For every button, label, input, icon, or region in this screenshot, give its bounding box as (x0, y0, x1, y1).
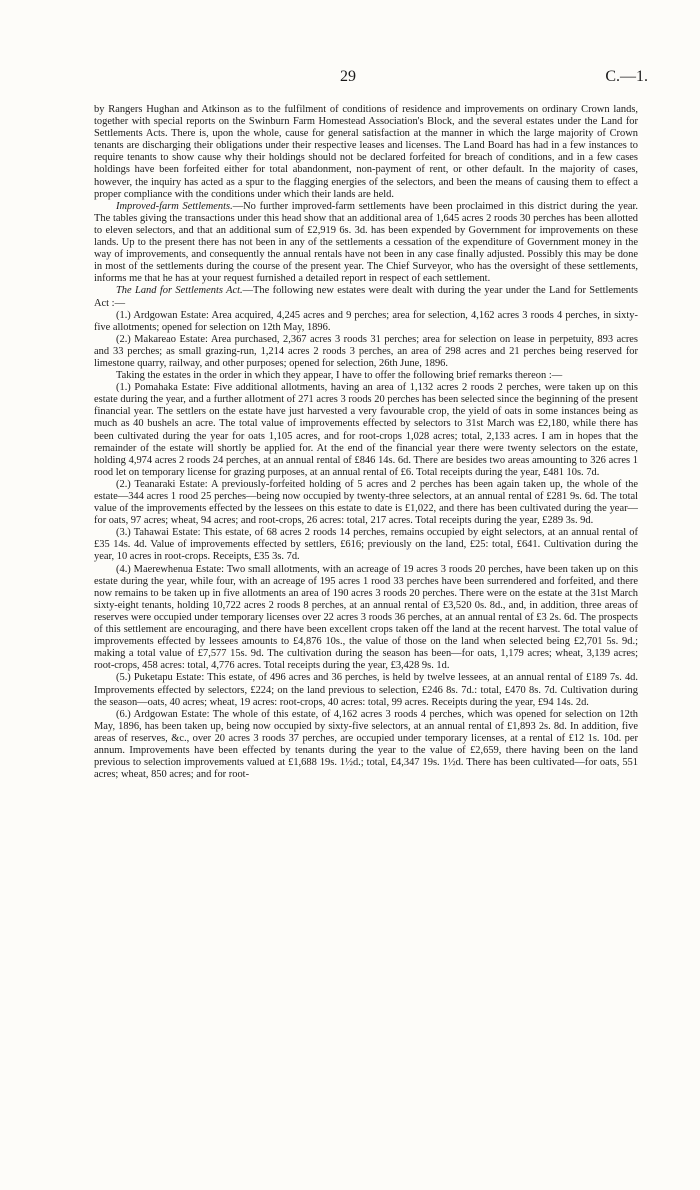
paragraph: by Rangers Hughan and Atkinson as to the fulfilment of conditions of residence and improvements on ordinary Crown lands, together with special reports on the Swinburn Farm Homestead Association's Block, and the several estates under the Land for Settlements Acts. There is, upon the whole, cause for general satisfaction at the manner in which the large majority of Crown tenants are discharging their obligations under their respective leases and licenses. The Land Board has had in a few instances to require tenants to show cause why their holdings should not be declared forfeited for breach of conditions, and in a few cases holdings have been forfeited either for total abandonment, non-payment of rent, or other default. In the majority of cases, however, the inquiry has acted as a spur to the flagging energies of the selectors, and been the means of causing them to effect a proper compliance with the conditions under which their lands are held. (94, 104, 638, 200)
report-body (94, 104, 638, 781)
paragraph: (3.) Tahawai Estate: This estate, of 68 acres 2 roods 14 perches, remains occupied by eight selectors, at an annual rental of £35 14s. 4d. Value of improvements effected by settlers, £616; previously on the land, £25: total, £641. Cultivation during the year, 10 acres in root-crops. Receipts, £35 3s. 7d. (94, 527, 638, 563)
paragraph: (5.) Puketapu Estate: This estate, of 496 acres and 36 perches, is held by twelve lessees, at an annual rental of £189 7s. 4d. Improvements effected by selectors, £224; on the land previous to selection, £246 8s. 7d.: total, £470 8s. 7d. Cultivation during the season—oats, 40 acres; wheat, 19 acres: root-crops, 40 acres: total, 99 acres. Receipts during the year, £94 14s. 2d. (94, 672, 638, 708)
document-code: C.—1. (605, 68, 648, 85)
paragraph: Taking the estates in the order in which they appear, I have to offer the following brief remarks thereon :— (116, 370, 563, 382)
section-heading: The Land for Settlements Act. (116, 285, 243, 297)
section-heading: Improved-farm Settlements. (116, 200, 233, 212)
paragraph: (2.) Teanaraki Estate: A previously-forfeited holding of 5 acres and 2 perches has been again taken up, the whole of the estate—344 acres 1 rood 25 perches—being now occupied by twenty-three selectors, at an annual rental of £281 9s. 6d. The total value of the improvements effected by the lessees on this estate to date is £1,022, and there has been cultivated during the year—for oats, 97 acres; wheat, 94 acres; and root-crops, 26 acres: total, 217 acres. Total receipts during the year, £289 3s. 9d. (94, 478, 638, 527)
paragraph: (1.) Pomahaka Estate: Five additional allotments, having an area of 1,132 acres 2 roods 2 perches, were taken up on this estate during the year, and a further allotment of 271 acres 3 roods 20 perches has been selected since the beginning of the present financial year. The settlers on the estate have just harvested a very favourable crop, the yield of oats in some instances being as much as 40 bushels an acre. The total value of improvements effected by selectors to 31st March was £2,180, while there has been cultivated during the year for oats 1,105 acres, and for root-crops 1,028 acres; total, 2,133 acres. I am in hopes that the remainder of the estate will shortly be applied for. At the end of the financial year there were twenty selectors on the estate, holding 4,974 acres 2 roods 24 perches, at an annual rental of £846 14s. 6d. There are besides two areas amounting to 326 acres 1 rood let on temporary license for grazing purposes, at an annual rental of £6. Total receipts during the year, £481 10s. 7d. (94, 382, 638, 478)
paragraph: (4.) Maerewhenua Estate: Two small allotments, with an acreage of 19 acres 3 roods 20 perches, have been taken up on this estate during the year, while four, with an acreage of 195 acres 1 rood 33 perches have been surrendered and forfeited, and there now remains to be taken up in five allotments an area of 190 acres 3 roods 20 perches. There were on the estate at the 31st March sixty-eight tenants, holding 10,722 acres 2 roods 8 perches, at an annual rental of £3,520 0s. 8d., and, in addition, three areas of reserves were occupied under temporary licenses over 22 acres 3 roods 36 perches, at an annual rental of £3 2s. 6d. The prospects of this settlement are encouraging, and there have been excellent crops taken off the land at the recent harvest. The total value of improvements effected by lessees amounts to £4,876 10s., the value of those on the land when selected being £2,701 5s. 9d.; making a total value of £7,577 15s. 9d. The cultivation during the season has been—for oats, 1,179 acres; wheat, 3,139 acres; root-crops, 458 acres: total, 4,776 acres. Total receipts during the year, £3,428 9s. 1d. (94, 563, 638, 672)
paragraph: (2.) Makareao Estate: Area purchased, 2,367 acres 3 roods 31 perches; area for selection on lease in perpetuity, 893 acres and 33 perches; as small grazing-run, 1,214 acres 2 roods 3 perches, an area of 298 acres and 21 perches being reserved for limestone quarry, railway, and other purposes; opened for selection, 26th June, 1896. (94, 333, 638, 369)
paragraph: (6.) Ardgowan Estate: The whole of this estate, of 4,162 acres 3 roods 4 perches, which was opened for selection on 12th May, 1896, has been taken up, being now occupied by sixty-five selectors, at an annual rental of £1,893 2s. 8d. In addition, five areas of reserves, &c., over 20 acres 3 roods 37 perches, are occupied under temporary licenses, at a rental of £12 1s. 10d. per annum. Improvements have been effected by tenants during the year to the value of £2,659, there having been on the land previous to selection improvements valued at £1,688 19s. 1½d.; total, £4,347 19s. 1½d. There has been cultivated—for oats, 551 acres; wheat, 850 acres; and for root- (94, 708, 638, 781)
paragraph: The Land for Settlements Act.—The following new estates were dealt with during the year under the Land for Settlements Act :— (94, 285, 638, 309)
page-number: 29 (340, 68, 356, 85)
paragraph: Improved-farm Settlements.—No further improved-farm settlements have been proclaimed in this district during the year. The tables giving the transactions under this head show that an additional area of 1,645 acres 2 roods 30 perches has been allotted to eleven selectors, and that an additional sum of £2,919 6s. 3d. has been expended by Government for improvements on these lands. Up to the present there has not been in any of the settlements a cessation of the expenditure of Government money in the way of improvements, and consequently the annual rentals have not been in any case finally adjusted. Possibly this may be done in most of the settlements during the course of the present year. The Chief Surveyor, who has the oversight of these settlements, informs me that he has at your request furnished a detailed report in respect of each settlement. (94, 200, 638, 285)
paragraph: (1.) Ardgowan Estate: Area acquired, 4,245 acres and 9 perches; area for selection, 4,162 acres 3 roods 4 perches, in sixty-five allotments; opened for selection on 12th May, 1896. (94, 309, 638, 333)
page-header (0, 68, 700, 90)
